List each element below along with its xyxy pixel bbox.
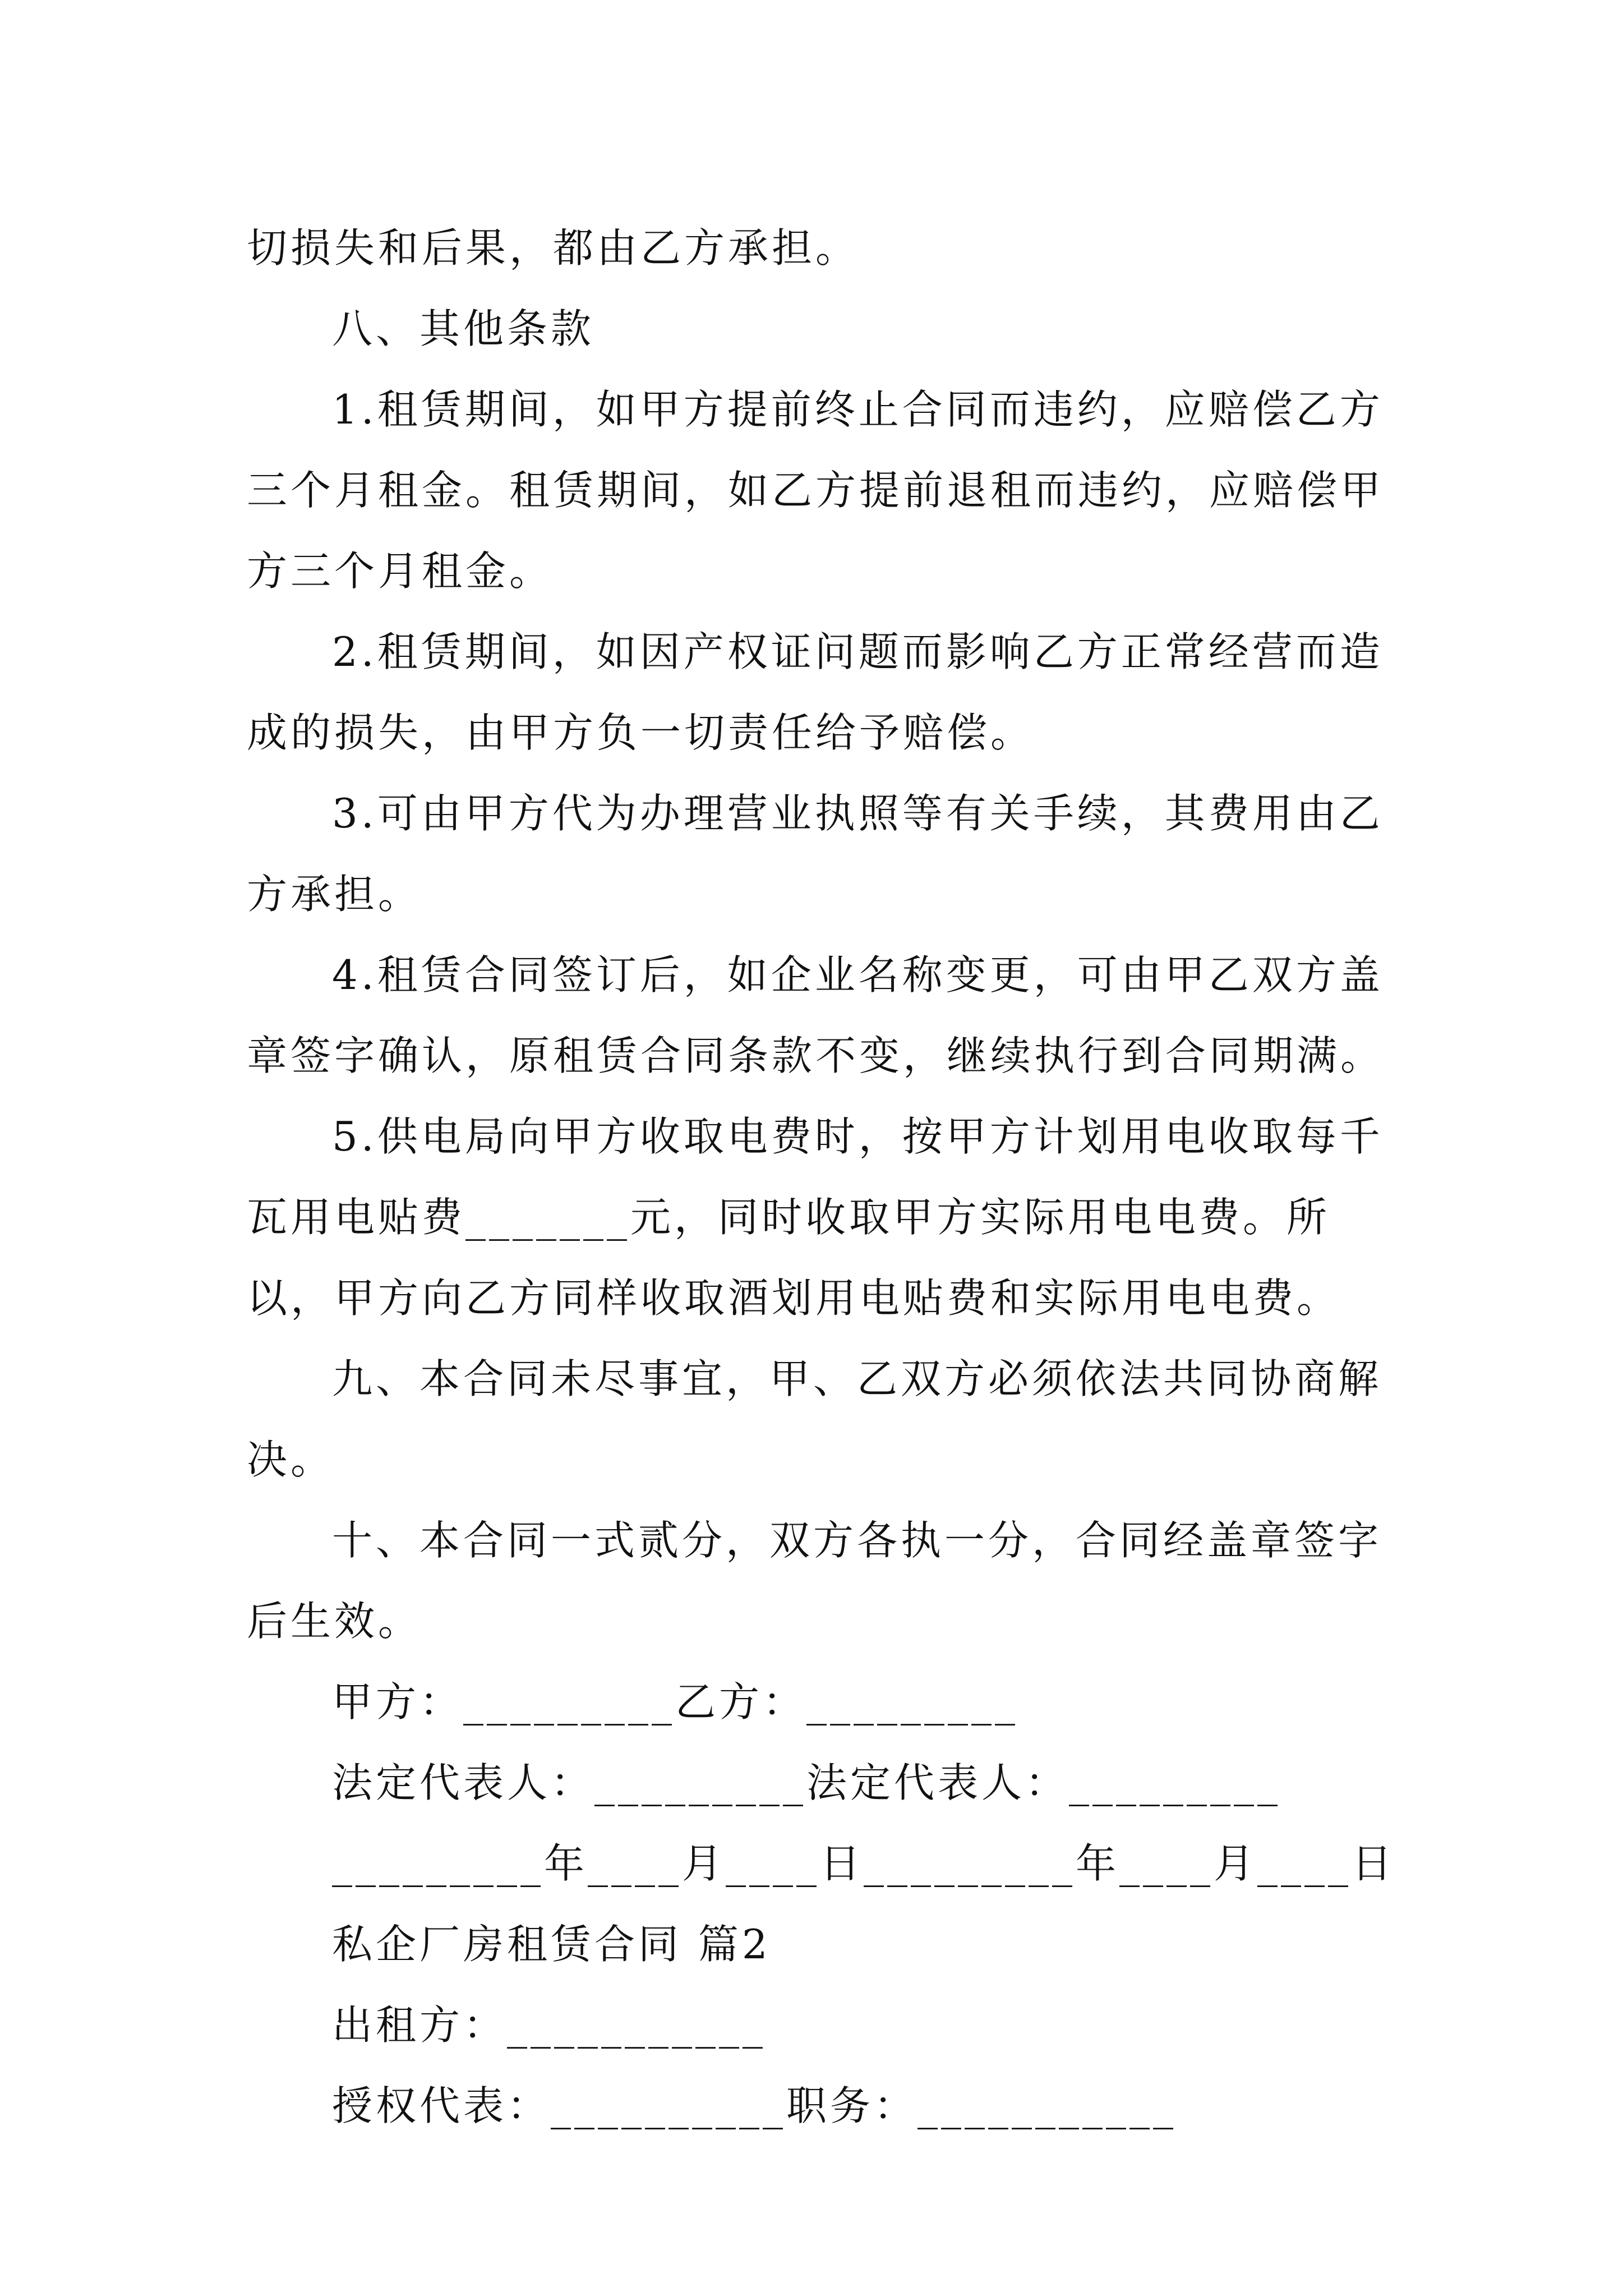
clause-2: 2.租赁期间，如因产权证问题而影响乙方正常经营而造成的损失，由甲方负一切责任给予赔偿。: [247, 628, 1384, 756]
section-heading-other-terms: 八、其他条款: [332, 305, 595, 352]
contract-title-part-2: 私企厂房租赁合同 篇2: [332, 1921, 771, 1968]
lessor-line: 出租方：___________: [332, 2001, 767, 2049]
paragraph-continuation: 切损失和后果，都由乙方承担。: [247, 224, 860, 272]
signing-dates-line: _________年____月____日_________年____月____日: [332, 1840, 1395, 1887]
clause-3: 3.可由甲方代为办理营业执照等有关手续，其费用由乙方承担。: [247, 790, 1384, 918]
party-names-line: 甲方：_________乙方：_________: [332, 1678, 1019, 1726]
legal-representatives-line: 法定代表人：_________法定代表人：_________: [332, 1759, 1281, 1806]
section-nine: 九、本合同未尽事宜，甲、乙双方必须依法共同协商解决。: [247, 1355, 1382, 1483]
clause-5: 5.供电局向甲方收取电费时，按甲方计划用电收取每千瓦用电贴费_______元，同时收取甲方实际用电电费。所以，甲方向乙方同样收取酒划用电贴费和实际用电电费。: [247, 1113, 1384, 1322]
section-ten: 十、本合同一式贰分，双方各执一分，合同经盖章签字后生效。: [247, 1517, 1382, 1645]
authorized-rep-line: 授权代表：__________职务：___________: [332, 2082, 1177, 2129]
clause-4: 4.租赁合同签订后，如企业名称变更，可由甲乙双方盖章签字确认，原租赁合同条款不变，继续执行到合同期满。: [247, 951, 1385, 1079]
document-page: [247, 208, 1395, 2146]
clause-1: 1.租赁期间，如甲方提前终止合同而违约，应赔偿乙方三个月租金。租赁期间，如乙方提前退租而违约，应赔偿甲方三个月租金。: [247, 386, 1385, 595]
